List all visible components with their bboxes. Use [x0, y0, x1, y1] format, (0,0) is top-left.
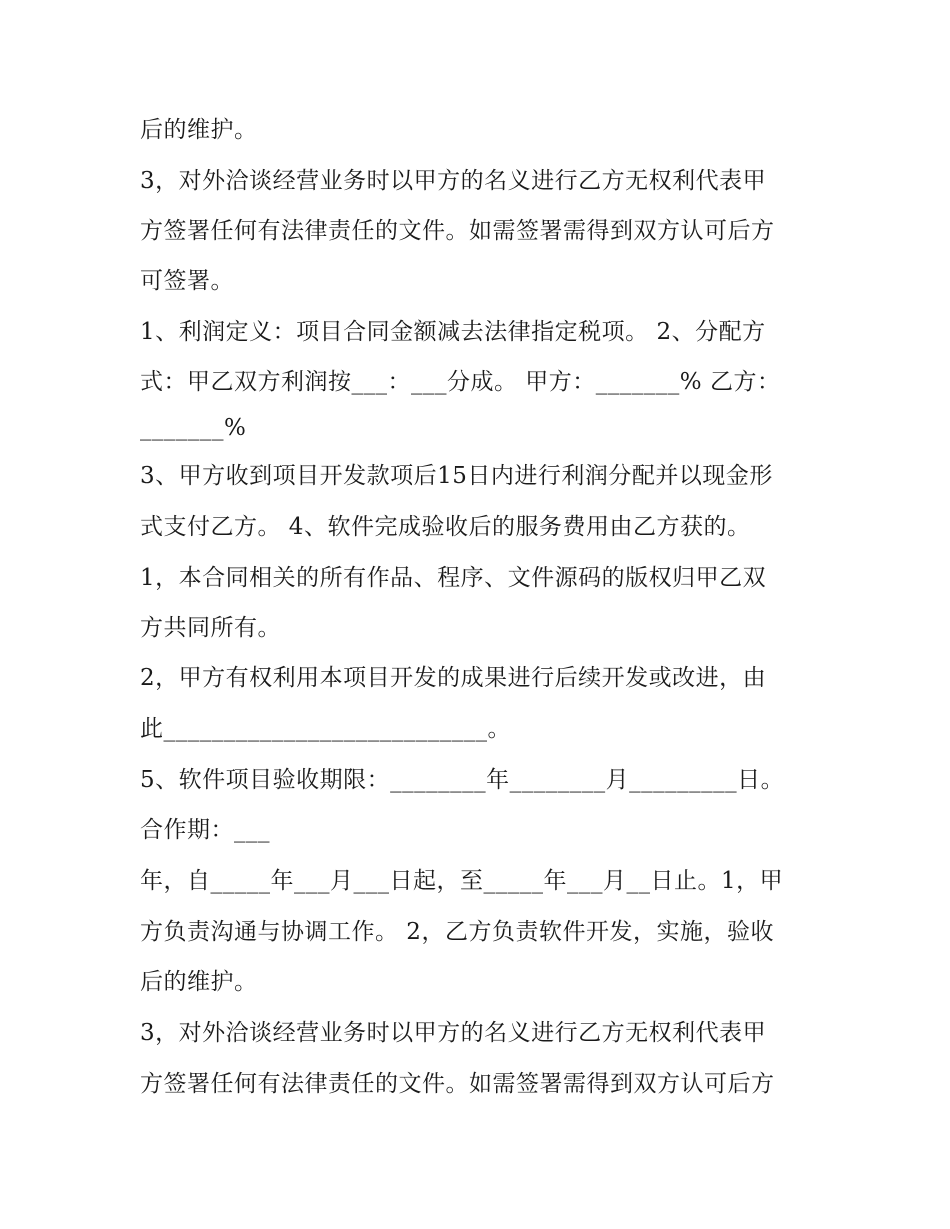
text-line: 方签署任何有法律责任的文件。如需签署需得到双方认可后方 — [140, 1071, 775, 1097]
text-line: 此___________________________。 — [140, 716, 511, 742]
text-line: 可签署。 — [140, 268, 234, 294]
text-line: 3、甲方收到项目开发款项后15日内进行利润分配并以现金形 — [140, 463, 773, 489]
text-line: 3，对外洽谈经营业务时以甲方的名义进行乙方无权利代表甲 — [140, 168, 767, 194]
text-line: 2，甲方有权利用本项目开发的成果进行后续开发或改进，由 — [140, 665, 767, 691]
text-line: 后的维护。 — [140, 969, 258, 995]
text-line: 式支付乙方。 4、软件完成验收后的服务费用由乙方获的。 — [140, 514, 751, 540]
text-line: 方签署任何有法律责任的文件。如需签署需得到双方认可后方 — [140, 218, 775, 244]
text-line: 式：甲乙双方利润按___：___分成。 甲方：_______% 乙方： — [140, 369, 781, 395]
text-line: 后的维护。 — [140, 117, 258, 143]
text-line: 1，本合同相关的所有作品、程序、文件源码的版权归甲乙双 — [140, 565, 767, 591]
text-line: 年，自_____年___月___日起，至_____年___月__日止。1，甲 — [140, 868, 784, 894]
text-line: 3，对外洽谈经营业务时以甲方的名义进行乙方无权利代表甲 — [140, 1020, 767, 1046]
text-line: 5、软件项目验收期限：________年________月_________日。 — [140, 767, 785, 793]
text-line: 1、利润定义：项目合同金额减去法律指定税项。 2、分配方 — [140, 319, 766, 345]
text-line: 合作期：___ — [140, 817, 270, 843]
text-line: 方负责沟通与协调工作。 2，乙方负责软件开发，实施，验收 — [140, 919, 774, 945]
text-line: 方共同所有。 — [140, 615, 281, 641]
text-line: _______% — [140, 415, 247, 441]
